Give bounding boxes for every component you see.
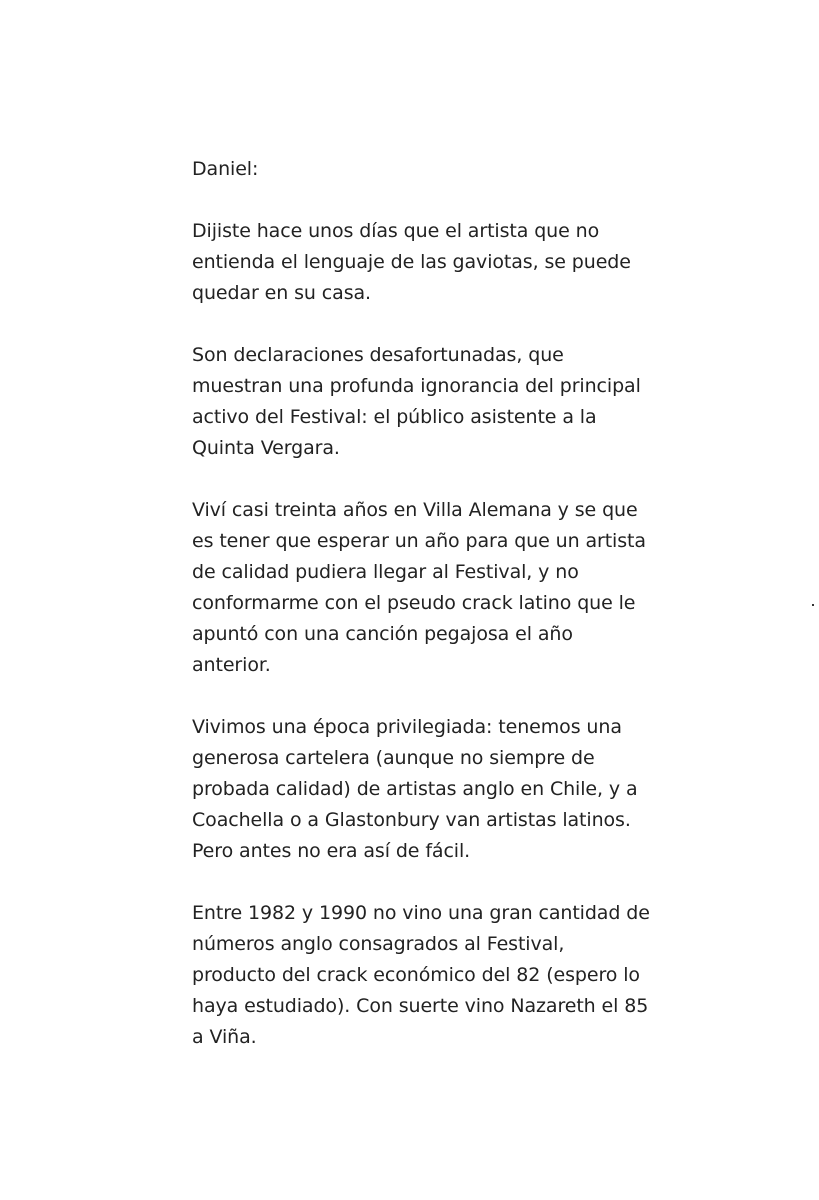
letter-body xyxy=(192,154,652,1084)
paragraph-line: Coachella o a Glastonbury van artistas latinos. xyxy=(192,809,631,831)
paragraph-line: Entre 1982 y 1990 no vino una gran cantidad de xyxy=(192,902,650,924)
paragraph-line: Pero antes no era así de fácil. xyxy=(192,840,471,862)
paragraph-line: Son declaraciones desafortunadas, que xyxy=(192,344,564,366)
paragraph-line: números anglo consagrados al Festival, xyxy=(192,933,565,955)
paragraph-line: muestran una profunda ignorancia del principal xyxy=(192,375,641,397)
paragraph-line: generosa cartelera (aunque no siempre de xyxy=(192,747,595,769)
paragraph-line: haya estudiado). Con suerte vino Nazareth el 85 xyxy=(192,995,649,1017)
paragraph-line: Quinta Vergara. xyxy=(192,437,340,459)
paragraph-line: a Viña. xyxy=(192,1026,257,1048)
paragraph-1 xyxy=(192,216,652,309)
paragraph-line: Vivimos una época privilegiada: tenemos una xyxy=(192,716,622,738)
paragraph-line: anterior. xyxy=(192,654,271,676)
paragraph-line: entienda el lenguaje de las gaviotas, se puede xyxy=(192,251,631,273)
scan-speck xyxy=(812,604,814,606)
paragraph-line: de calidad pudiera llegar al Festival, y no xyxy=(192,561,579,583)
paragraph-line: Viví casi treinta años en Villa Alemana y se que xyxy=(192,499,638,521)
paragraph-line: quedar en su casa. xyxy=(192,282,371,304)
paragraph-5 xyxy=(192,898,652,1053)
paragraph-3 xyxy=(192,495,652,681)
paragraph-2 xyxy=(192,340,652,464)
paragraph-line: Dijiste hace unos días que el artista que no xyxy=(192,220,600,242)
letter-salutation xyxy=(192,154,652,185)
paragraph-line: producto del crack económico del 82 (espero lo xyxy=(192,964,640,986)
paragraph-line: apuntó con una canción pegajosa el año xyxy=(192,623,573,645)
salutation-text: Daniel: xyxy=(192,158,259,180)
paragraph-line: probada calidad) de artistas anglo en Chile, y a xyxy=(192,778,638,800)
paragraph-line: es tener que esperar un año para que un artista xyxy=(192,530,646,552)
paragraph-4 xyxy=(192,712,652,867)
paragraph-line: activo del Festival: el público asistente a la xyxy=(192,406,597,428)
paragraph-line: conformarme con el pseudo crack latino que le xyxy=(192,592,636,614)
